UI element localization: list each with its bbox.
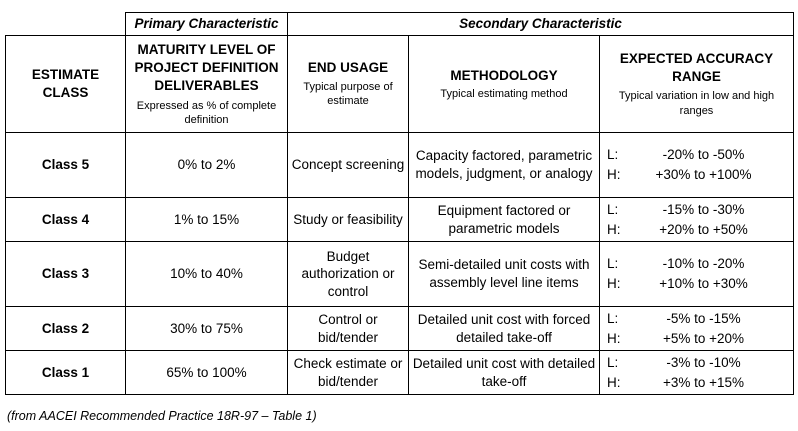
accuracy-cell (600, 133, 794, 198)
methodology-cell: Semi-detailed unit costs with assembly level line items (409, 242, 600, 307)
high-label: H: (607, 167, 621, 183)
end-usage-cell: Control or bid/tender (288, 307, 409, 351)
maturity-cell: 1% to 15% (126, 198, 288, 242)
source-note: (from AACEI Recommended Practice 18R-97 – Table 1) (7, 409, 317, 423)
high-label: H: (607, 374, 621, 390)
estimate-class-table (5, 12, 794, 395)
accuracy-high-line (603, 165, 790, 185)
secondary-characteristic-header: Secondary Characteristic (288, 13, 794, 36)
table-row (6, 351, 794, 395)
accuracy-low-line (603, 200, 790, 220)
accuracy-cell (600, 242, 794, 307)
low-range: -3% to -10% (666, 354, 741, 370)
maturity-cell: 0% to 2% (126, 133, 288, 198)
accuracy-high-line (603, 329, 790, 349)
estimate-class-cell: Class 3 (6, 242, 126, 307)
high-range: +30% to +100% (655, 167, 752, 183)
table-row (6, 242, 794, 307)
end-usage-header (288, 36, 409, 133)
maturity-header (126, 36, 288, 133)
table-row (6, 307, 794, 351)
maturity-cell: 65% to 100% (126, 351, 288, 395)
accuracy-high-line (603, 220, 790, 240)
end-usage-cell: Study or feasibility (288, 198, 409, 242)
accuracy-low-line (603, 353, 790, 373)
low-range: -5% to -15% (666, 310, 741, 326)
low-label: L: (607, 310, 619, 326)
estimate-class-cell: Class 4 (6, 198, 126, 242)
accuracy-low-line (603, 254, 790, 274)
accuracy-low-line (603, 145, 790, 165)
methodology-cell: Equipment factored or parametric models (409, 198, 600, 242)
methodology-cell: Detailed unit cost with forced detailed take-off (409, 307, 600, 351)
accuracy-header-subtitle: Typical variation in low and high ranges (618, 90, 775, 117)
end-usage-header-subtitle: Typical purpose of estimate (303, 80, 393, 108)
low-label: L: (607, 201, 619, 217)
low-range: -20% to -50% (662, 147, 745, 163)
maturity-header-title: MATURITY LEVEL OF PROJECT DEFINITION DELIVERABLES (134, 41, 279, 94)
end-usage-cell: Concept screening (288, 133, 409, 198)
accuracy-high-line (603, 373, 790, 393)
accuracy-high-line (603, 274, 790, 294)
estimate-class-header-title: ESTIMATE CLASS (31, 67, 100, 100)
high-label: H: (607, 221, 621, 237)
end-usage-header-title: END USAGE (307, 60, 389, 76)
methodology-cell: Capacity factored, parametric models, judgment, or analogy (409, 133, 600, 198)
low-label: L: (607, 354, 619, 370)
methodology-header-subtitle: Typical estimating method (440, 88, 568, 101)
accuracy-cell (600, 198, 794, 242)
accuracy-cell (600, 351, 794, 395)
high-label: H: (607, 330, 621, 346)
high-label: H: (607, 276, 621, 292)
estimate-class-cell: Class 1 (6, 351, 126, 395)
primary-characteristic-header: Primary Characteristic (126, 13, 288, 36)
high-range: +10% to +30% (659, 276, 748, 292)
accuracy-header-title: EXPECTED ACCURACY RANGE (619, 50, 774, 85)
low-range: -10% to -20% (662, 256, 745, 272)
column-header-row (6, 36, 794, 133)
maturity-cell: 10% to 40% (126, 242, 288, 307)
estimate-class-cell: Class 2 (6, 307, 126, 351)
methodology-header (409, 36, 600, 133)
low-label: L: (607, 147, 619, 163)
table-row (6, 133, 794, 198)
low-label: L: (607, 256, 619, 272)
maturity-header-subtitle: Expressed as % of complete definition (136, 99, 277, 126)
high-range: +5% to +20% (662, 330, 745, 346)
estimate-class-header (6, 36, 126, 133)
table-row (6, 198, 794, 242)
high-range: +3% to +15% (662, 374, 745, 390)
blank-corner-cell (6, 13, 126, 36)
high-range: +20% to +50% (659, 221, 748, 237)
maturity-cell: 30% to 75% (126, 307, 288, 351)
group-header-row (6, 13, 794, 36)
low-range: -15% to -30% (662, 201, 745, 217)
methodology-cell: Detailed unit cost with detailed take-off (409, 351, 600, 395)
accuracy-low-line (603, 309, 790, 329)
end-usage-cell: Check estimate or bid/tender (288, 351, 409, 395)
methodology-header-title: METHODOLOGY (450, 67, 558, 83)
estimate-class-cell: Class 5 (6, 133, 126, 198)
accuracy-header (600, 36, 794, 133)
end-usage-cell: Budget authorization or control (288, 242, 409, 307)
accuracy-cell (600, 307, 794, 351)
